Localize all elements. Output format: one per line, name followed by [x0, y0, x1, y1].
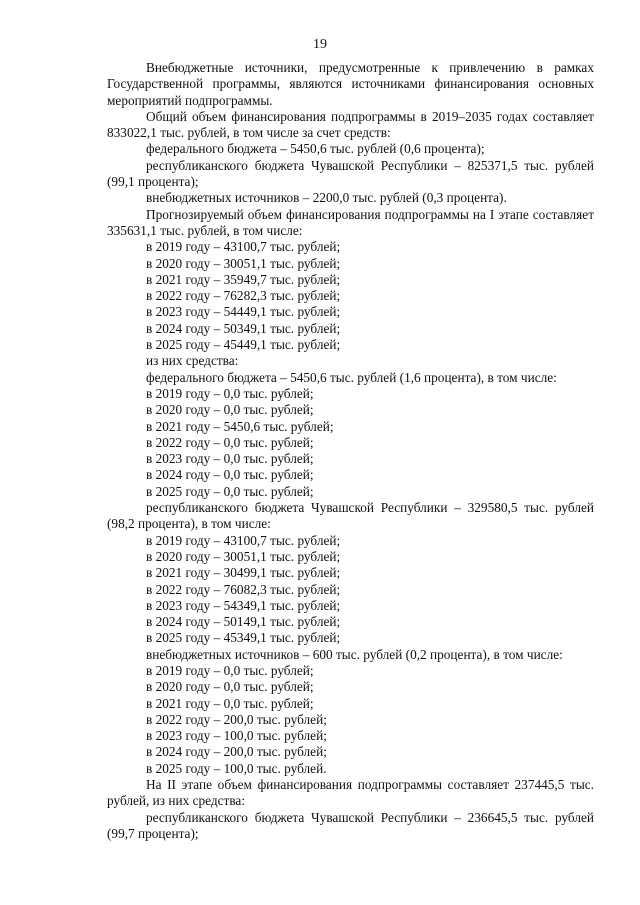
list-item: в 2020 году – 30051,1 тыс. рублей;: [146, 255, 341, 271]
list-item: в 2021 году – 5450,6 тыс. рублей;: [146, 418, 334, 434]
list-item: в 2019 году – 0,0 тыс. рублей;: [146, 662, 314, 678]
list-item: в 2023 году – 0,0 тыс. рублей;: [146, 451, 314, 467]
paragraph-extrabudgetary-total: внебюджетных источников – 2200,0 тыс. рублей (0,3 процента).: [146, 190, 507, 206]
list-item: в 2024 году – 50349,1 тыс. рублей;: [146, 320, 341, 336]
paragraph-stage-two-financing: На II этапе объем финансирования подпрограммы составляет 237445,5 тыс. рублей, из них средства:: [107, 777, 594, 809]
list-item: в 2022 году – 76282,3 тыс. рублей;: [146, 288, 341, 304]
list-item: в 2020 году – 0,0 тыс. рублей;: [146, 679, 314, 695]
list-item: в 2022 году – 200,0 тыс. рублей;: [146, 711, 327, 727]
list-item: в 2025 году – 100,0 тыс. рублей.: [146, 760, 327, 776]
list-item: в 2023 году – 54349,1 тыс. рублей;: [146, 597, 341, 613]
list-item: в 2020 году – 30051,1 тыс. рублей;: [146, 548, 341, 564]
list-item: в 2022 году – 76082,3 тыс. рублей;: [146, 581, 341, 597]
page-number: 19: [313, 37, 327, 52]
paragraph-republican-stage-one: республиканского бюджета Чувашской Республики – 329580,5 тыс. рублей (98,2 процента), в том числе:: [107, 500, 594, 532]
list-item: в 2019 году – 43100,7 тыс. рублей;: [146, 239, 341, 255]
list-item: в 2023 году – 54449,1 тыс. рублей;: [146, 304, 341, 320]
paragraph-stage-one-forecast: Прогнозируемый объем финансирования подпрограммы на I этапе составляет 335631,1 тыс. рублей, в том числе:: [107, 206, 594, 238]
paragraph-of-which-funds: из них средства:: [146, 353, 239, 369]
list-item: в 2019 году – 0,0 тыс. рублей;: [146, 385, 314, 401]
list-item: в 2021 году – 35949,7 тыс. рублей;: [146, 271, 341, 287]
list-item: в 2025 году – 0,0 тыс. рублей;: [146, 483, 314, 499]
document-body: [107, 60, 594, 842]
list-item: в 2023 году – 100,0 тыс. рублей;: [146, 728, 327, 744]
list-item: в 2022 году – 0,0 тыс. рублей;: [146, 434, 314, 450]
paragraph-extrabudgetary-stage-one: внебюджетных источников – 600 тыс. рублей (0,2 процента), в том числе:: [146, 646, 563, 662]
paragraph-total-financing: Общий объем финансирования подпрограммы в 2019–2035 годах составляет 833022,1 тыс. рублей, в том числе за счет средств:: [107, 108, 594, 141]
list-item: в 2021 году – 30499,1 тыс. рублей;: [146, 565, 341, 581]
paragraph-republican-stage-two: республиканского бюджета Чувашской Республики – 236645,5 тыс. рублей (99,7 процента);: [107, 809, 594, 841]
paragraph-republican-budget: республиканского бюджета Чувашской Республики – 825371,5 тыс. рублей (99,1 процента);: [107, 157, 594, 190]
list-item: в 2024 году – 0,0 тыс. рублей;: [146, 467, 314, 483]
paragraph-extrabudgetary-sources: Внебюджетные источники, предусмотренные к привлечению в рамках Государственной программы, являются источниками финансирования основных мероприятий подпрограммы.: [107, 60, 594, 108]
list-item: в 2024 году – 200,0 тыс. рублей;: [146, 744, 327, 760]
list-item: в 2025 году – 45349,1 тыс. рублей;: [146, 630, 341, 646]
paragraph-federal-stage-one: федерального бюджета – 5450,6 тыс. рублей (1,6 процента), в том числе:: [146, 369, 557, 385]
list-item: в 2020 году – 0,0 тыс. рублей;: [146, 402, 314, 418]
list-item: в 2019 году – 43100,7 тыс. рублей;: [146, 532, 341, 548]
list-item: в 2025 году – 45449,1 тыс. рублей;: [146, 337, 341, 353]
paragraph-federal-budget: федерального бюджета – 5450,6 тыс. рублей (0,6 процента);: [146, 141, 485, 157]
list-item: в 2021 году – 0,0 тыс. рублей;: [146, 695, 314, 711]
list-item: в 2024 году – 50149,1 тыс. рублей;: [146, 614, 341, 630]
